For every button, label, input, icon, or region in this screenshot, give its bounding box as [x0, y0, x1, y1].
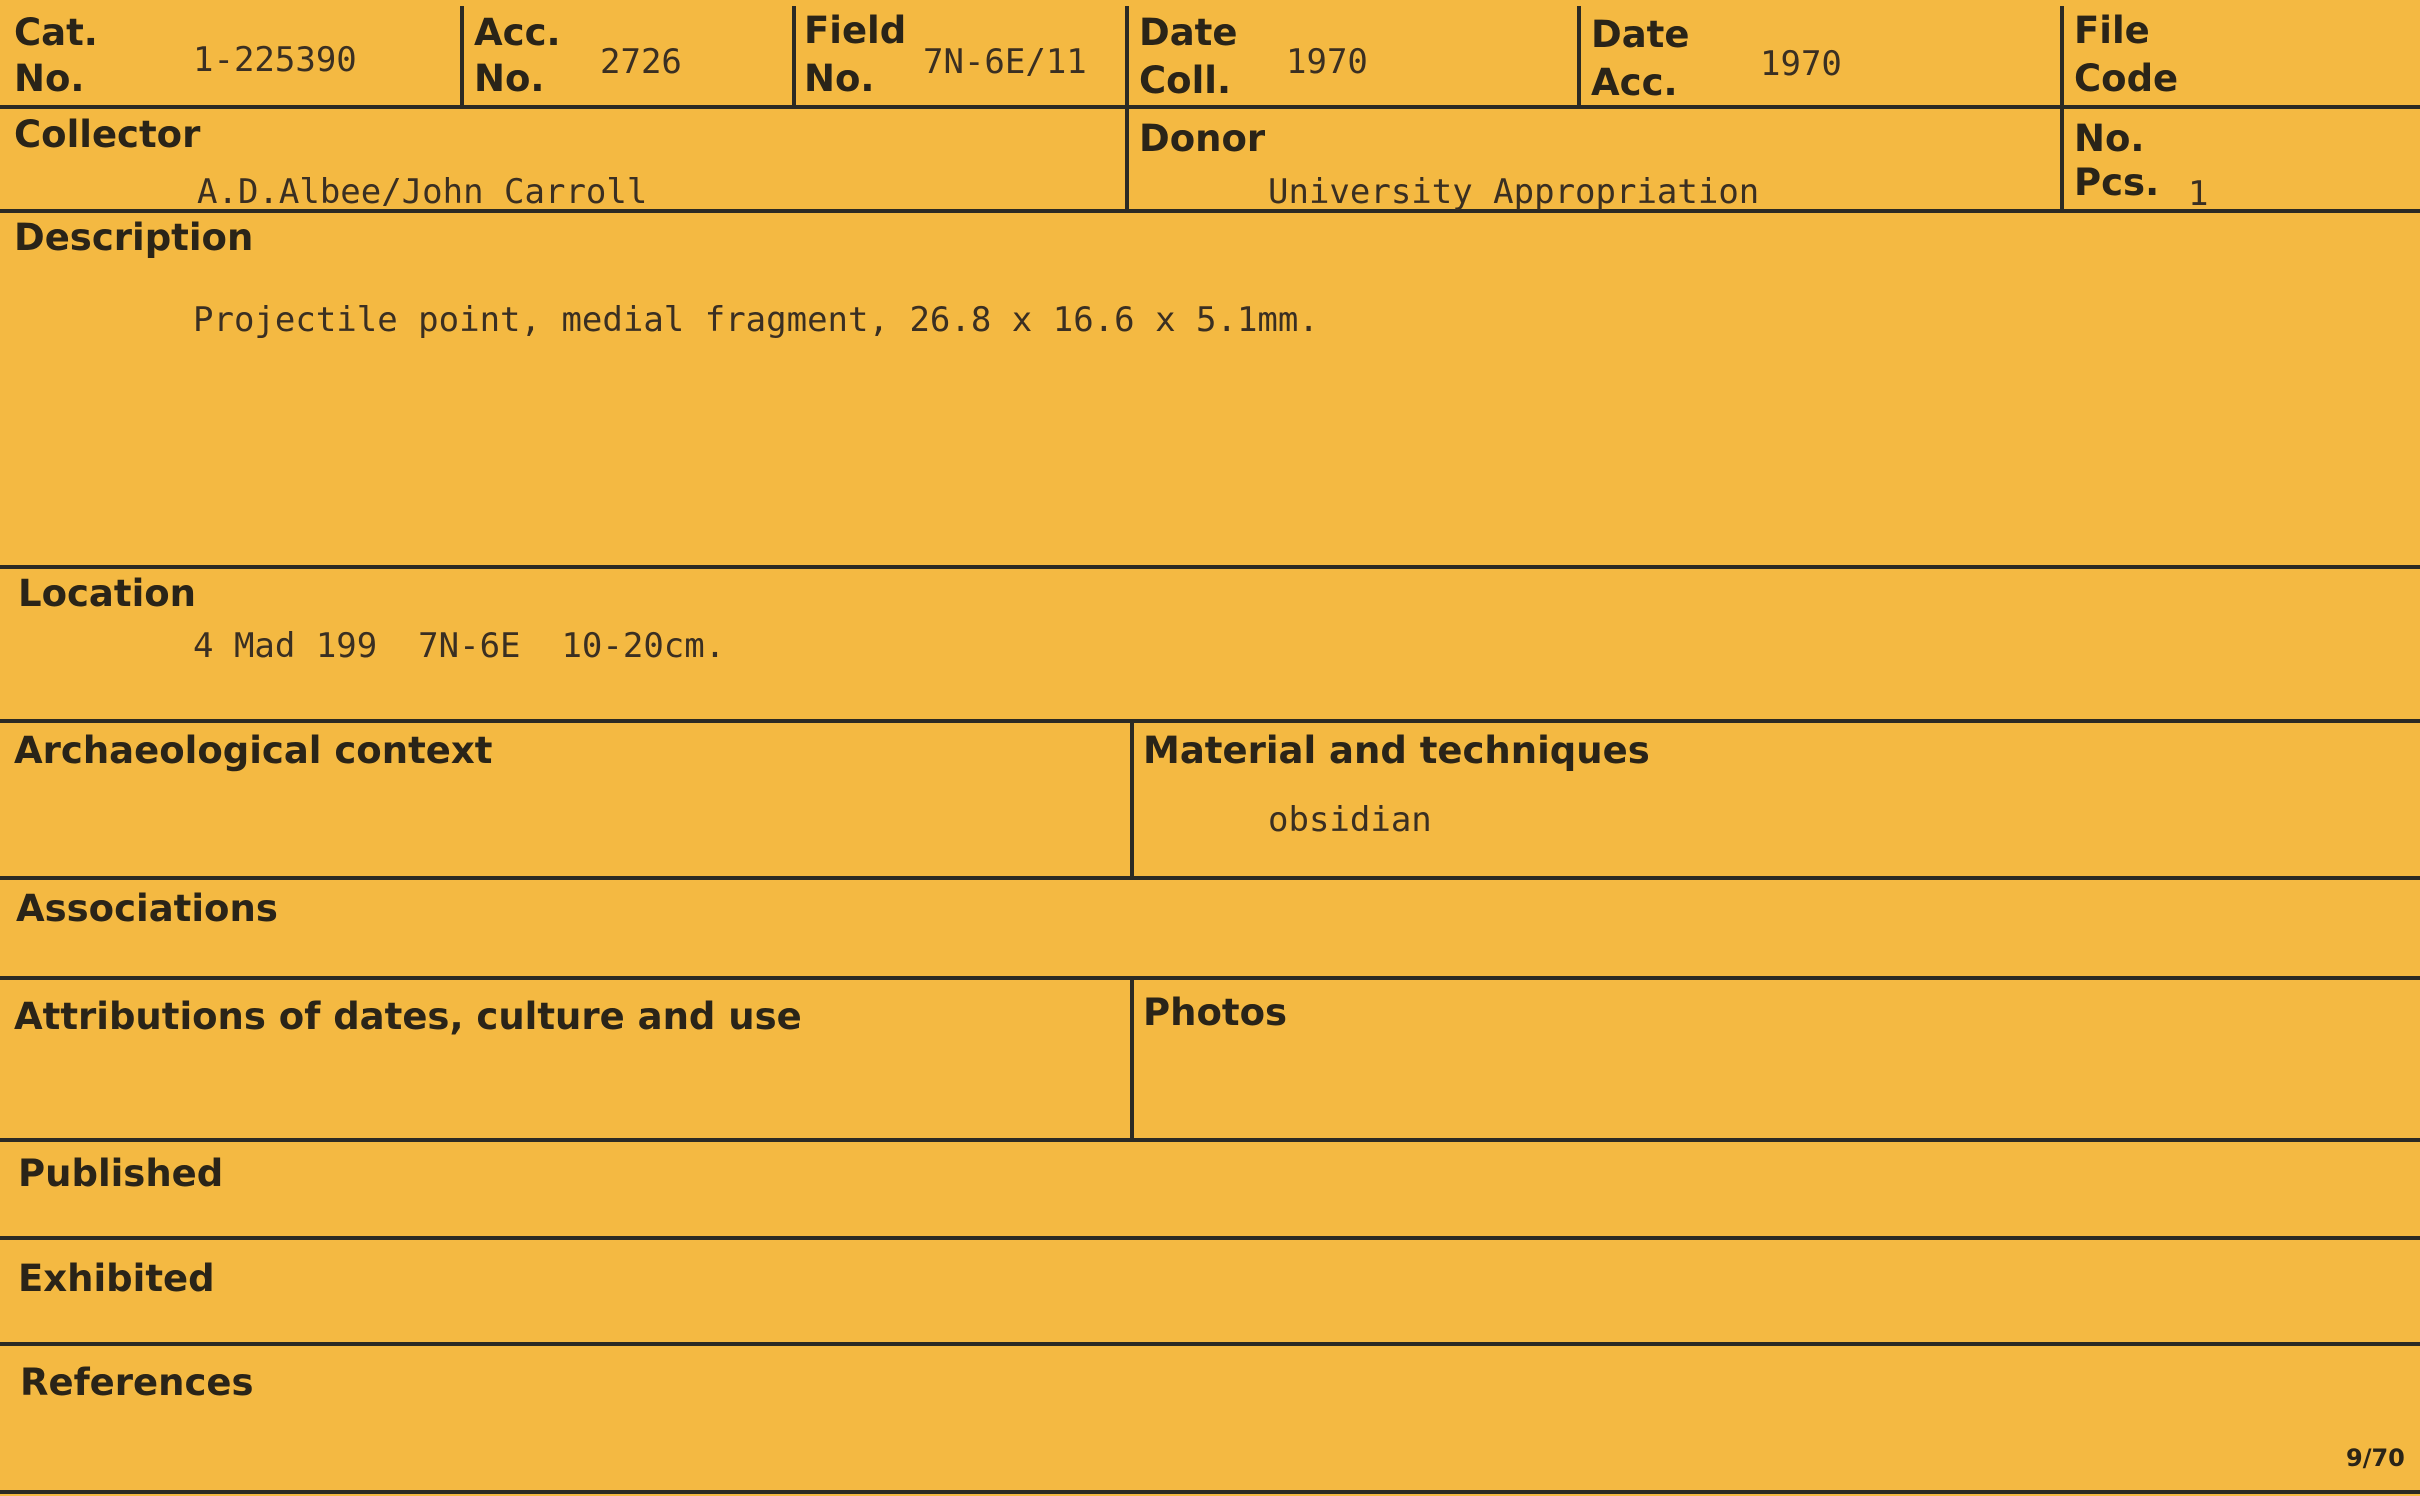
file-code-label-2: Code: [2074, 57, 2179, 100]
no-pcs-label-1: No.: [2074, 117, 2145, 160]
description-value: Projectile point, medial fragment, 26.8 x 16.6 x 5.1mm.: [193, 300, 1319, 340]
references-label: References: [20, 1361, 254, 1404]
published-label: Published: [18, 1152, 224, 1195]
date-coll-label-2: Coll.: [1139, 59, 1231, 102]
divider-attributions-photos: [1130, 978, 1134, 1140]
location-label: Location: [18, 572, 197, 615]
material-techniques-label: Material and techniques: [1143, 729, 1650, 772]
field-no-label-2: No.: [804, 57, 875, 100]
divider-collector-donor: [1125, 107, 1129, 212]
rule-description: [0, 565, 2420, 569]
cat-no-label-2: No.: [14, 57, 85, 100]
no-pcs-label-2: Pcs.: [2074, 161, 2160, 204]
field-no-label-1: Field: [804, 9, 907, 52]
associations-label: Associations: [16, 887, 278, 930]
form-code: 9/70: [2346, 1444, 2405, 1472]
date-coll-value: 1970: [1286, 42, 1368, 82]
divider-datecoll-dateacc: [1577, 6, 1581, 108]
acc-no-label-2: No.: [474, 57, 545, 100]
archaeological-context-label: Archaeological context: [14, 729, 493, 772]
cat-no-label-1: Cat.: [14, 11, 98, 54]
rule-location: [0, 719, 2420, 723]
photos-label: Photos: [1143, 991, 1288, 1034]
divider-donor-pcs: [2060, 107, 2064, 212]
location-value: 4 Mad 199 7N-6E 10-20cm.: [193, 626, 726, 666]
rule-associations: [0, 976, 2420, 980]
divider-acc-field: [792, 6, 796, 108]
divider-field-datecoll: [1125, 6, 1129, 108]
collector-value: A.D.Albee/John Carroll: [197, 172, 648, 212]
cat-no-value: 1-225390: [193, 40, 357, 80]
rule-published: [0, 1236, 2420, 1240]
exhibited-label: Exhibited: [18, 1257, 215, 1300]
date-coll-label-1: Date: [1139, 11, 1238, 54]
donor-label: Donor: [1139, 117, 1266, 160]
rule-attributions: [0, 1138, 2420, 1142]
rule-context: [0, 876, 2420, 880]
date-acc-value: 1970: [1760, 44, 1842, 84]
file-code-label-1: File: [2074, 9, 2150, 52]
date-acc-label-2: Acc.: [1591, 61, 1678, 104]
rule-bottom: [0, 1490, 2420, 1494]
description-label: Description: [14, 216, 254, 259]
acc-no-label-1: Acc.: [474, 11, 561, 54]
rule-exhibited: [0, 1342, 2420, 1346]
collector-label: Collector: [14, 113, 201, 156]
attributions-label: Attributions of dates, culture and use: [14, 995, 802, 1038]
no-pcs-value: 1: [2188, 174, 2209, 214]
field-no-value: 7N-6E/11: [923, 42, 1087, 82]
donor-value: University Appropriation: [1268, 172, 1760, 212]
rule-top-row: [0, 105, 2420, 109]
divider-dateacc-filecode: [2060, 6, 2064, 108]
acc-no-value: 2726: [600, 42, 682, 82]
date-acc-label-1: Date: [1591, 13, 1690, 56]
divider-context-material: [1130, 721, 1134, 879]
material-techniques-value: obsidian: [1268, 800, 1432, 840]
divider-cat-acc: [460, 6, 464, 108]
